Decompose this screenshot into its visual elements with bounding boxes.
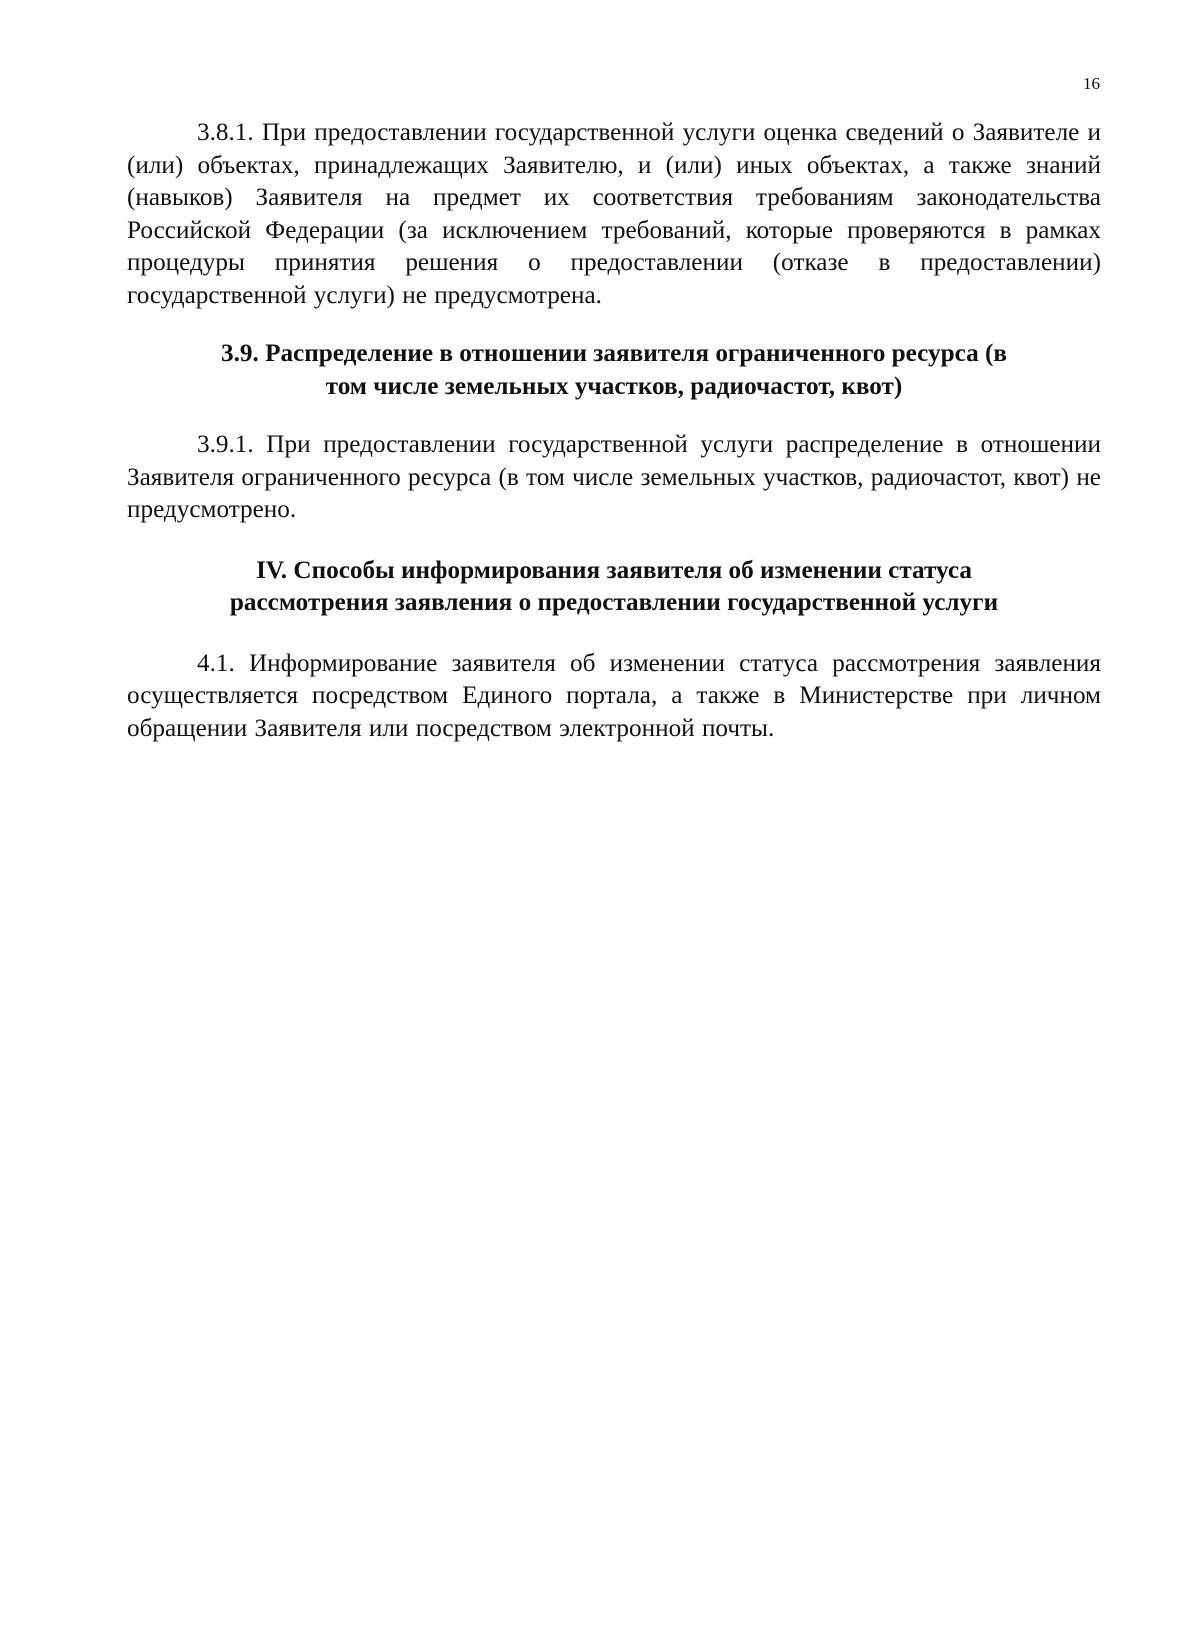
page-number: 16 — [1083, 74, 1100, 93]
paragraph-4-1: 4.1. Информирование заявителя об изменении статуса рассмотрения заявления осуществляется посредством Единого портала, а также в Министерстве при личном обращении Заявителя или посредством электронной почты. — [127, 649, 1101, 742]
heading-3-9-line-2: том числе земельных участков, радиочастот, квот) — [325, 372, 903, 400]
heading-3-9-line-1: 3.9. Распределение в отношении заявителя ограниченного ресурса (в — [221, 340, 1007, 367]
heading-section-iv-line-1: IV. Способы информирования заявителя об изменении статуса — [256, 556, 972, 584]
heading-section-iv — [127, 555, 1101, 620]
document-body — [127, 117, 1101, 745]
heading-3-9 — [127, 338, 1101, 403]
paragraph-3-9-1: 3.9.1. При предоставлении государственной услуги распределение в отношении Заявителя ограниченного ресурса (в том числе земельных участков, радиочастот, квот) не предусмотрено. — [127, 431, 1101, 523]
heading-section-iv-line-2: рассмотрения заявления о предоставлении государственной услуги — [229, 589, 999, 616]
paragraph-3-8-1: 3.8.1. При предоставлении государственной услуги оценка сведений о Заявителе и (или) объектах, принадлежащих Заявителю, и (или) иных объектах, а также знаний (навыков) Заявителя на предмет их соответствия требованиям законодательства Российской Федерации (за исключением требований, которые проверяются в рамках процедуры принятия решения о предоставлении (отказе в предоставлении) государственной услуги) не предусмотрена. — [127, 119, 1101, 309]
